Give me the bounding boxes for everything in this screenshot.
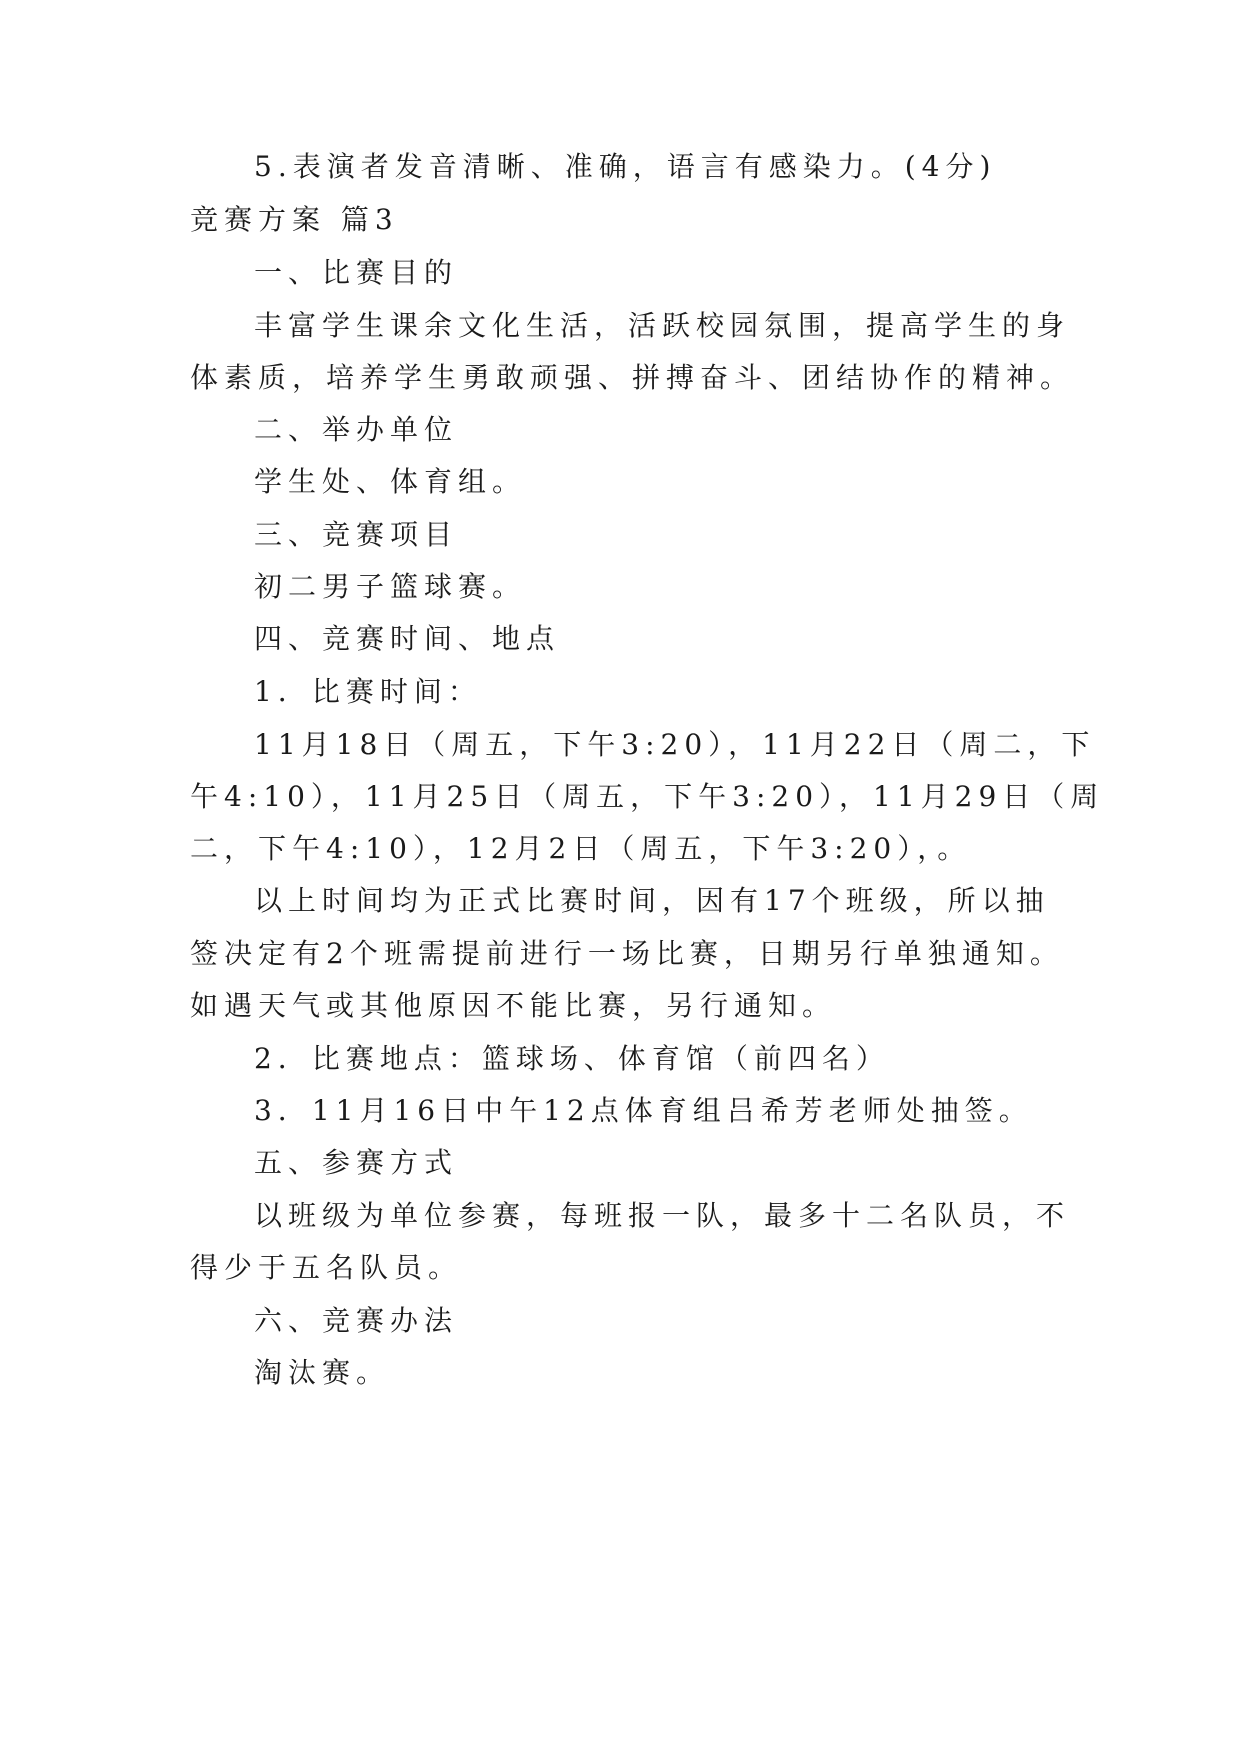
section-heading: 一、比赛目的 — [254, 256, 459, 289]
text-line: 淘汰赛。 — [254, 1356, 391, 1389]
subheading: 2．比赛地点：篮球场、体育馆（前四名） — [254, 1042, 890, 1075]
section-heading: 五、参赛方式 — [254, 1146, 459, 1179]
text-line: 体素质，培养学生勇敢顽强、拼搏奋斗、团结协作的精神。 — [190, 361, 1075, 394]
subheading: 1．比赛时间： — [254, 675, 482, 708]
text-line: 初二男子篮球赛。 — [254, 570, 527, 603]
subheading: 3．11月16日中午12点体育组吕希芳老师处抽签。 — [254, 1094, 1033, 1127]
text-line: 签决定有2个班需提前进行一场比赛，日期另行单独通知。 — [190, 937, 1064, 970]
text-line: 如遇天气或其他原因不能比赛，另行通知。 — [190, 989, 837, 1022]
text-line: 午4:10），11月25日（周五，下午3:20），11月29日（周 — [190, 780, 1105, 813]
text-line: 学生处、体育组。 — [254, 465, 527, 498]
text-line: 11月18日（周五，下午3:20），11月22日（周二，下 — [254, 728, 1096, 761]
section-heading: 二、举办单位 — [254, 413, 459, 446]
text-line: 5.表演者发音清晰、准确，语言有感染力。(4分) — [254, 150, 997, 183]
section-title: 竞赛方案 篇3 — [190, 203, 399, 236]
section-heading: 六、竞赛办法 — [254, 1304, 459, 1337]
section-heading: 三、竞赛项目 — [254, 518, 459, 551]
text-line: 丰富学生课余文化生活，活跃校园氛围，提高学生的身 — [254, 309, 1071, 342]
section-heading: 四、竞赛时间、地点 — [254, 622, 561, 655]
text-line: 二，下午4:10），12月2日（周五，下午3:20），。 — [190, 832, 972, 865]
text-line: 以班级为单位参赛，每班报一队，最多十二名队员，不 — [254, 1199, 1071, 1232]
text-line: 以上时间均为正式比赛时间，因有17个班级，所以抽 — [254, 884, 1050, 917]
text-line: 得少于五名队员。 — [190, 1251, 463, 1284]
